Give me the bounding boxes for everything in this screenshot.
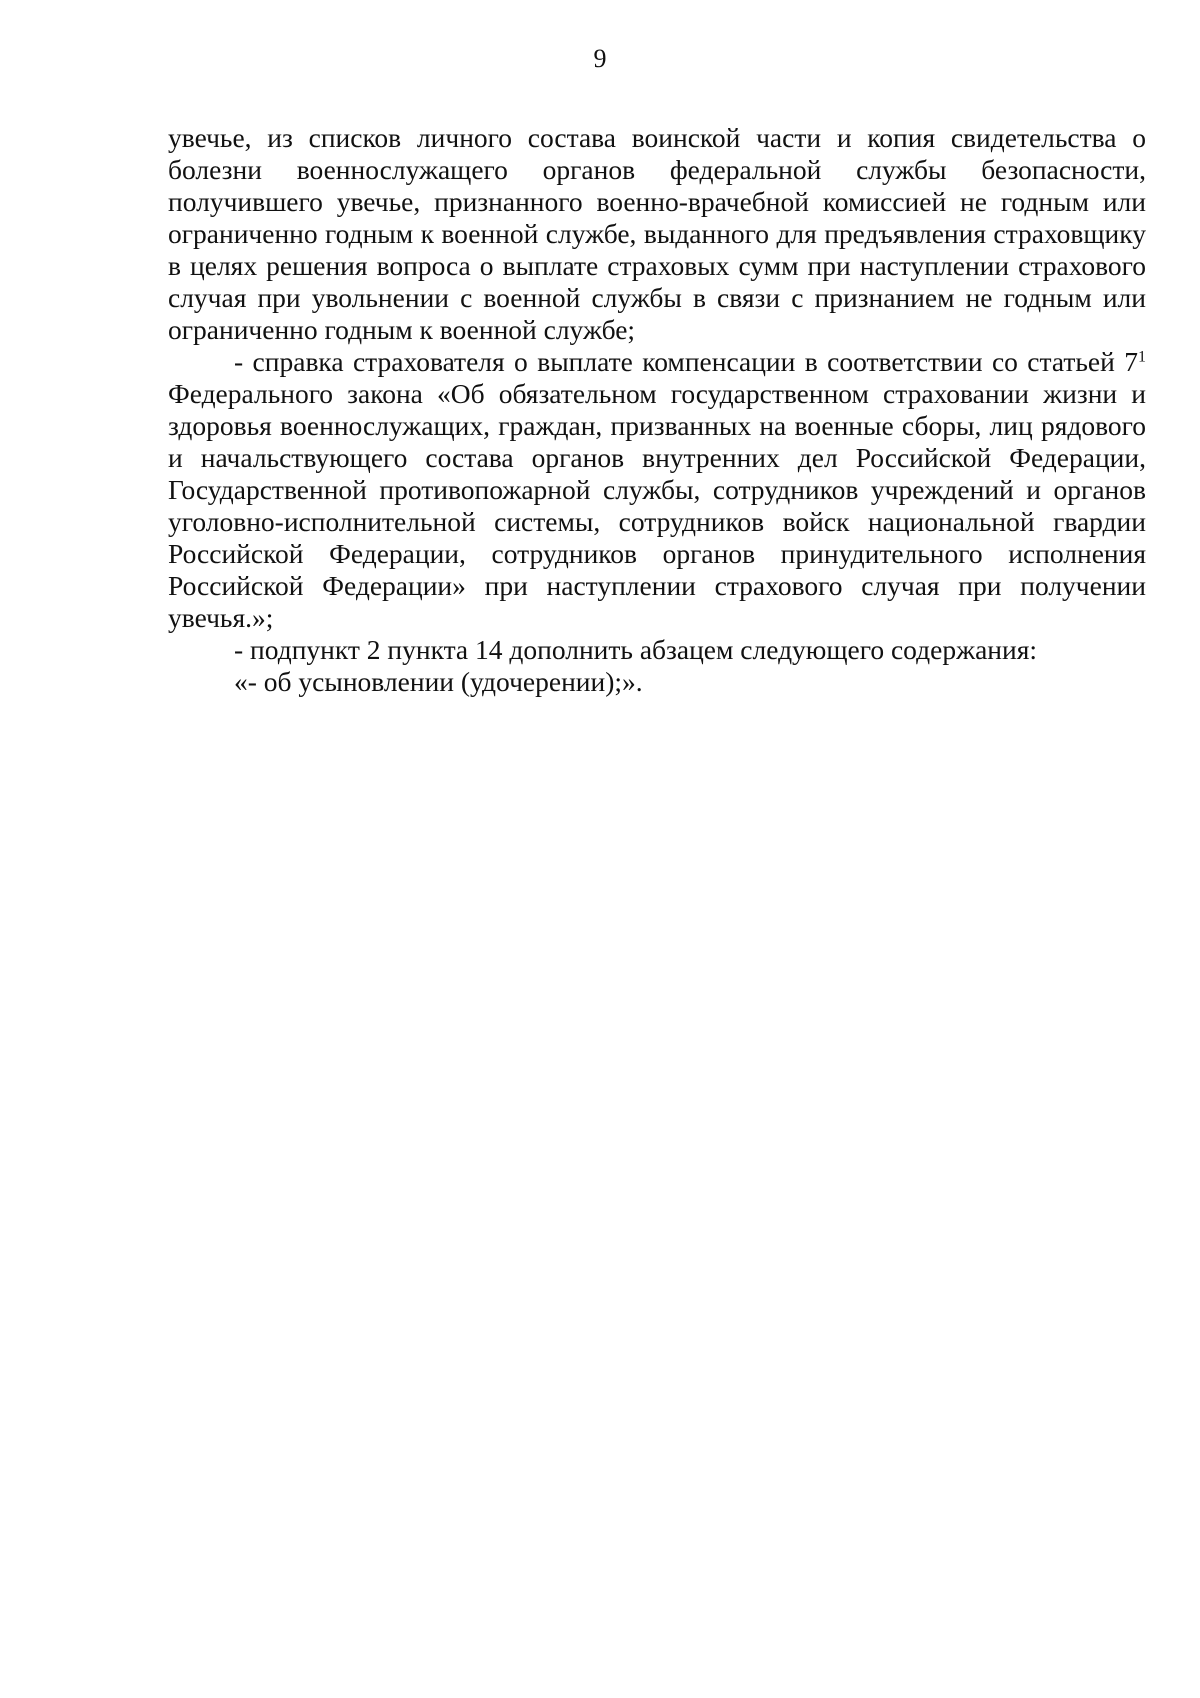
paragraph-text-after-superscript: Федерального закона «Об обязательном государственном страховании жизни и здоровья военнослужащих, граждан, призванных на военные сборы, лиц рядового и начальствующего состава органов внутренних дел Российской Федерации, Государственной противопожарной службы, сотрудников учреждений и органов уголовно-исполнительной системы, сотрудников войск национальной гвардии Российской Федерации, сотрудников органов принудительного исполнения Российской Федерации» при наступлении страхового случая при получении увечья.»; xyxy=(168,378,1146,633)
paragraph-text-before-superscript: - справка страхователя о выплате компенсации в соответствии со статьей 7 xyxy=(234,346,1138,377)
document-body xyxy=(168,122,1146,698)
article-superscript: 1 xyxy=(1138,348,1146,366)
page-number: 9 xyxy=(593,44,607,73)
paragraph-subclause-amendment: - подпункт 2 пункта 14 дополнить абзацем следующего содержания: xyxy=(234,634,1037,665)
paragraph-compensation-certificate xyxy=(168,346,1146,634)
paragraph-adoption-item: «- об усыновлении (удочерении);». xyxy=(234,666,643,697)
paragraph-continuation: увечье, из списков личного состава воинской части и копия свидетельства о болезни военнослужащего органов федеральной службы безопасности, получившего увечье, признанного военно-врачебной комиссией не годным или ограниченно годным к военной службе, выданного для предъявления страховщику в целях решения вопроса о выплате страховых сумм при наступлении страхового случая при увольнении с военной службы в связи с признанием не годным или ограниченно годным к военной службе; xyxy=(168,122,1146,345)
